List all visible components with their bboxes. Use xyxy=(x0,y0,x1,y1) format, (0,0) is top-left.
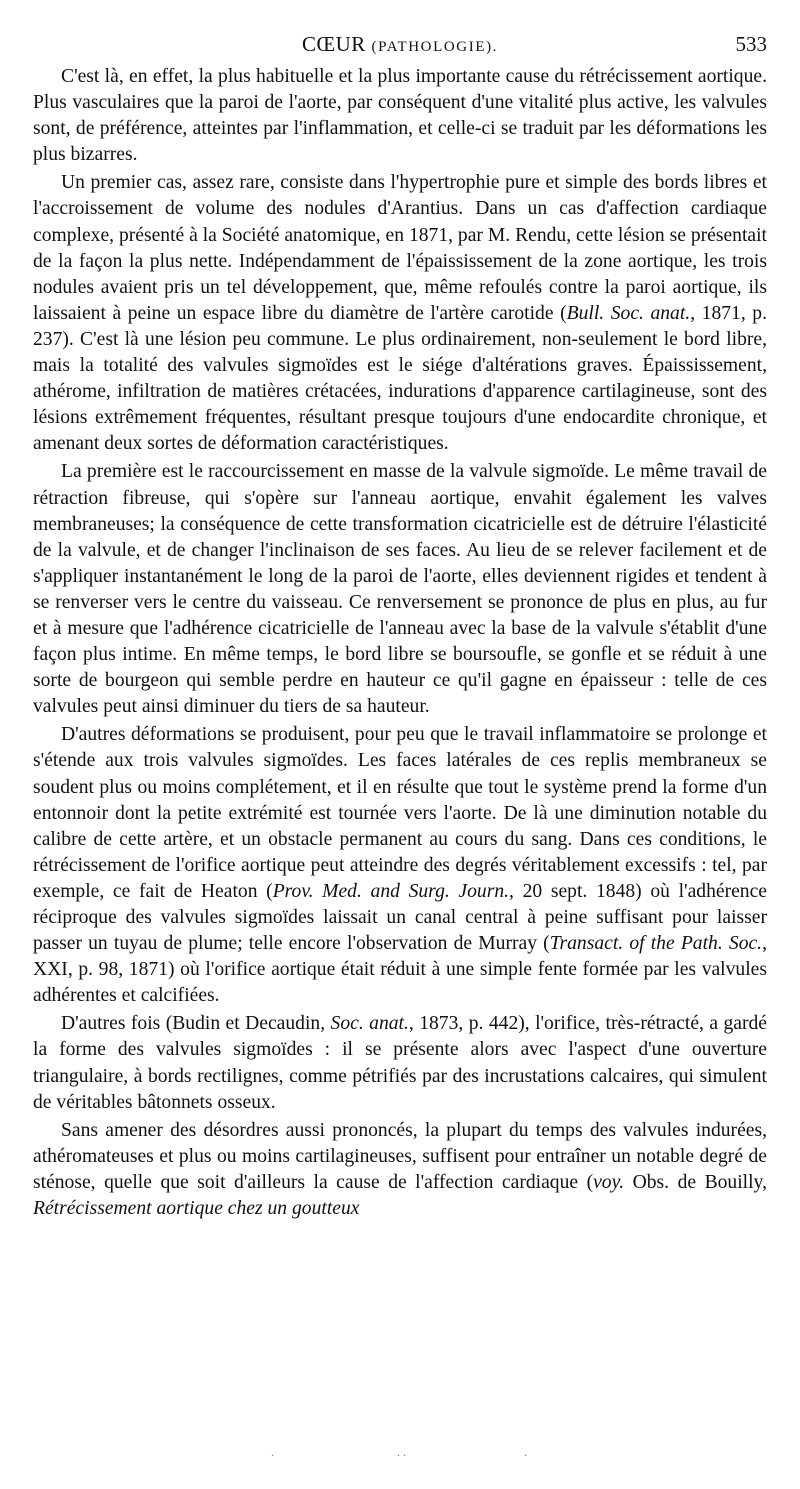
running-title-subtitle: (PATHOLOGIE). xyxy=(371,39,499,55)
paragraph-text: , 20 sept. 1848) où l'adhérence réciproque des valvules sigmoïdes laissait un canal central à peine suffisant pour laisser passer un tuyau de plume; telle encore l'observation de Murray ( xyxy=(33,880,767,955)
paragraph-text: D'autres fois (Budin et Decaudin, xyxy=(61,1013,331,1035)
italic-citation: Prov. Med. and Surg. Journ. xyxy=(272,880,510,902)
book-page xyxy=(33,28,767,1222)
paragraph xyxy=(33,722,767,1009)
running-title-main: CŒUR xyxy=(301,32,366,56)
italic-citation: Bull. Soc. anat. xyxy=(566,302,691,324)
paragraph xyxy=(33,64,767,168)
body-text xyxy=(33,64,767,1222)
paragraph-text: Sans amener des désordres aussi prononcés, la plupart du temps des valvules indurées, athéromateuses et plus ou moins cartilagineuses, suffisent pour entraîner un notable degré de sténose, quelle que soit d'ailleurs la cause de l'affection cardiaque ( xyxy=(33,1119,767,1193)
page-number: 533 xyxy=(735,32,767,56)
paragraph xyxy=(33,170,767,457)
paragraph-text: Un premier cas, assez rare, consiste dans l'hypertrophie pure et simple des bords libres et l'accroissement de volume des nodules d'Arantius. Dans un cas d'affection cardiaque complexe, présenté à la Société anatomique, en 1871, par M. Rendu, cette lésion se présentait de la façon la plus nette. Indépendamment de l'épaississement de la zone aortique, les trois nodules avaient pris un tel développement, que, même refoulés contre la paroi aortique, ils laissaient à peine un espace libre du diamètre de l'artère carotide ( xyxy=(33,172,767,324)
italic-citation: Rétrécissement aortique chez un goutteux xyxy=(33,1198,360,1220)
italic-citation: Soc. anat. xyxy=(330,1013,409,1035)
running-title xyxy=(33,32,767,57)
paragraph xyxy=(33,1011,767,1115)
paragraph-text: D'autres déformations se produisent, pour peu que le travail inflammatoire se prolonge et s'étende aux trois valvules sigmoïdes. Les faces latérales de ces replis membraneux se soudent plus ou moins complétement, et il en résulte que tout le système prend la forme d'un entonnoir dont la petite extrémité est tournée vers l'aorte. De là une diminution notable du calibre de cette artère, et un obstacle permanent au cours du sang. Dans ces conditions, le rétrécissement de l'orifice aortique peut atteindre des degrés véritablement excessifs : tel, par exemple, ce fait de Heaton ( xyxy=(33,724,767,902)
paragraph xyxy=(33,1118,767,1222)
paragraph-text: C'est là, en effet, la plus habituelle et la plus importante cause du rétrécissement aortique. Plus vasculaires que la paroi de l'aorte, par conséquent d'une vitalité plus active, les valvules sont, de préférence, atteintes par l'inflammation, et celle-ci se traduit par les déformations les plus bizarres. xyxy=(33,66,767,166)
paragraph-text: , 1873, p. 442), l'orifice, très-rétracté, a gardé la forme des valvules sigmoïdes : il se présente alors avec l'aspect d'une ouverture triangulaire, à bords rectilignes, comme pétrifiés par des incrustations calcaires, qui simulent de véritables bâtonnets osseux. xyxy=(33,1013,768,1113)
paragraph-text: La première est le raccourcissement en masse de la valvule sigmoïde. Le même travail de rétraction fibreuse, qui s'opère sur l'anneau aortique, envahit également les valves membraneuses; la conséquence de cette transformation cicatricielle est de détruire l'élasticité de la valvule, et de changer l'inclinaison de ses faces. Au lieu de se relever facilement et de s'appliquer instantanément le long de la paroi de l'aorte, elles deviennent rigides et tendent à se renverser vers le centre du vaisseau. Ce renversement se prononce de plus en plus, au fur et à mesure que l'adhérence cicatricielle de l'anneau avec la base de la valvule s'établit d'une façon plus intime. En même temps, le bord libre se boursoufle, se gonfle et se réduit à une sorte de bourgeon qui semble perdre en hauteur ce qu'il gagne en épaisseur : telle de ces valvules peut ainsi diminuer du tiers de sa hauteur. xyxy=(33,461,767,718)
italic-citation: voy. xyxy=(593,1171,625,1193)
paragraph xyxy=(33,459,767,720)
paragraph-text: , XXI, p. 98, 1871) où l'orifice aortique était réduit à une simple fente formée par les valvules adhérentes et calcifiées. xyxy=(33,933,767,1007)
italic-citation: Transact. of the Path. Soc. xyxy=(549,933,763,955)
footer-marks: · ·· · xyxy=(270,1448,530,1462)
paragraph-text: Obs. de Bouilly, xyxy=(624,1171,767,1193)
paragraph-text: , 1871, p. 237). C'est là une lésion peu commune. Le plus ordinairement, non-seulement le bord libre, mais la totalité des valvules sigmoïdes est le siége d'altérations graves. Épaississement, athérome, infiltration de matières crétacées, indurations d'apparence cartilagineuse, sont des lésions extrêmement fréquentes, résultant presque toujours d'une endocardite chronique, et amenant deux sortes de déformation caractéristiques. xyxy=(33,302,767,455)
running-head xyxy=(33,28,767,64)
